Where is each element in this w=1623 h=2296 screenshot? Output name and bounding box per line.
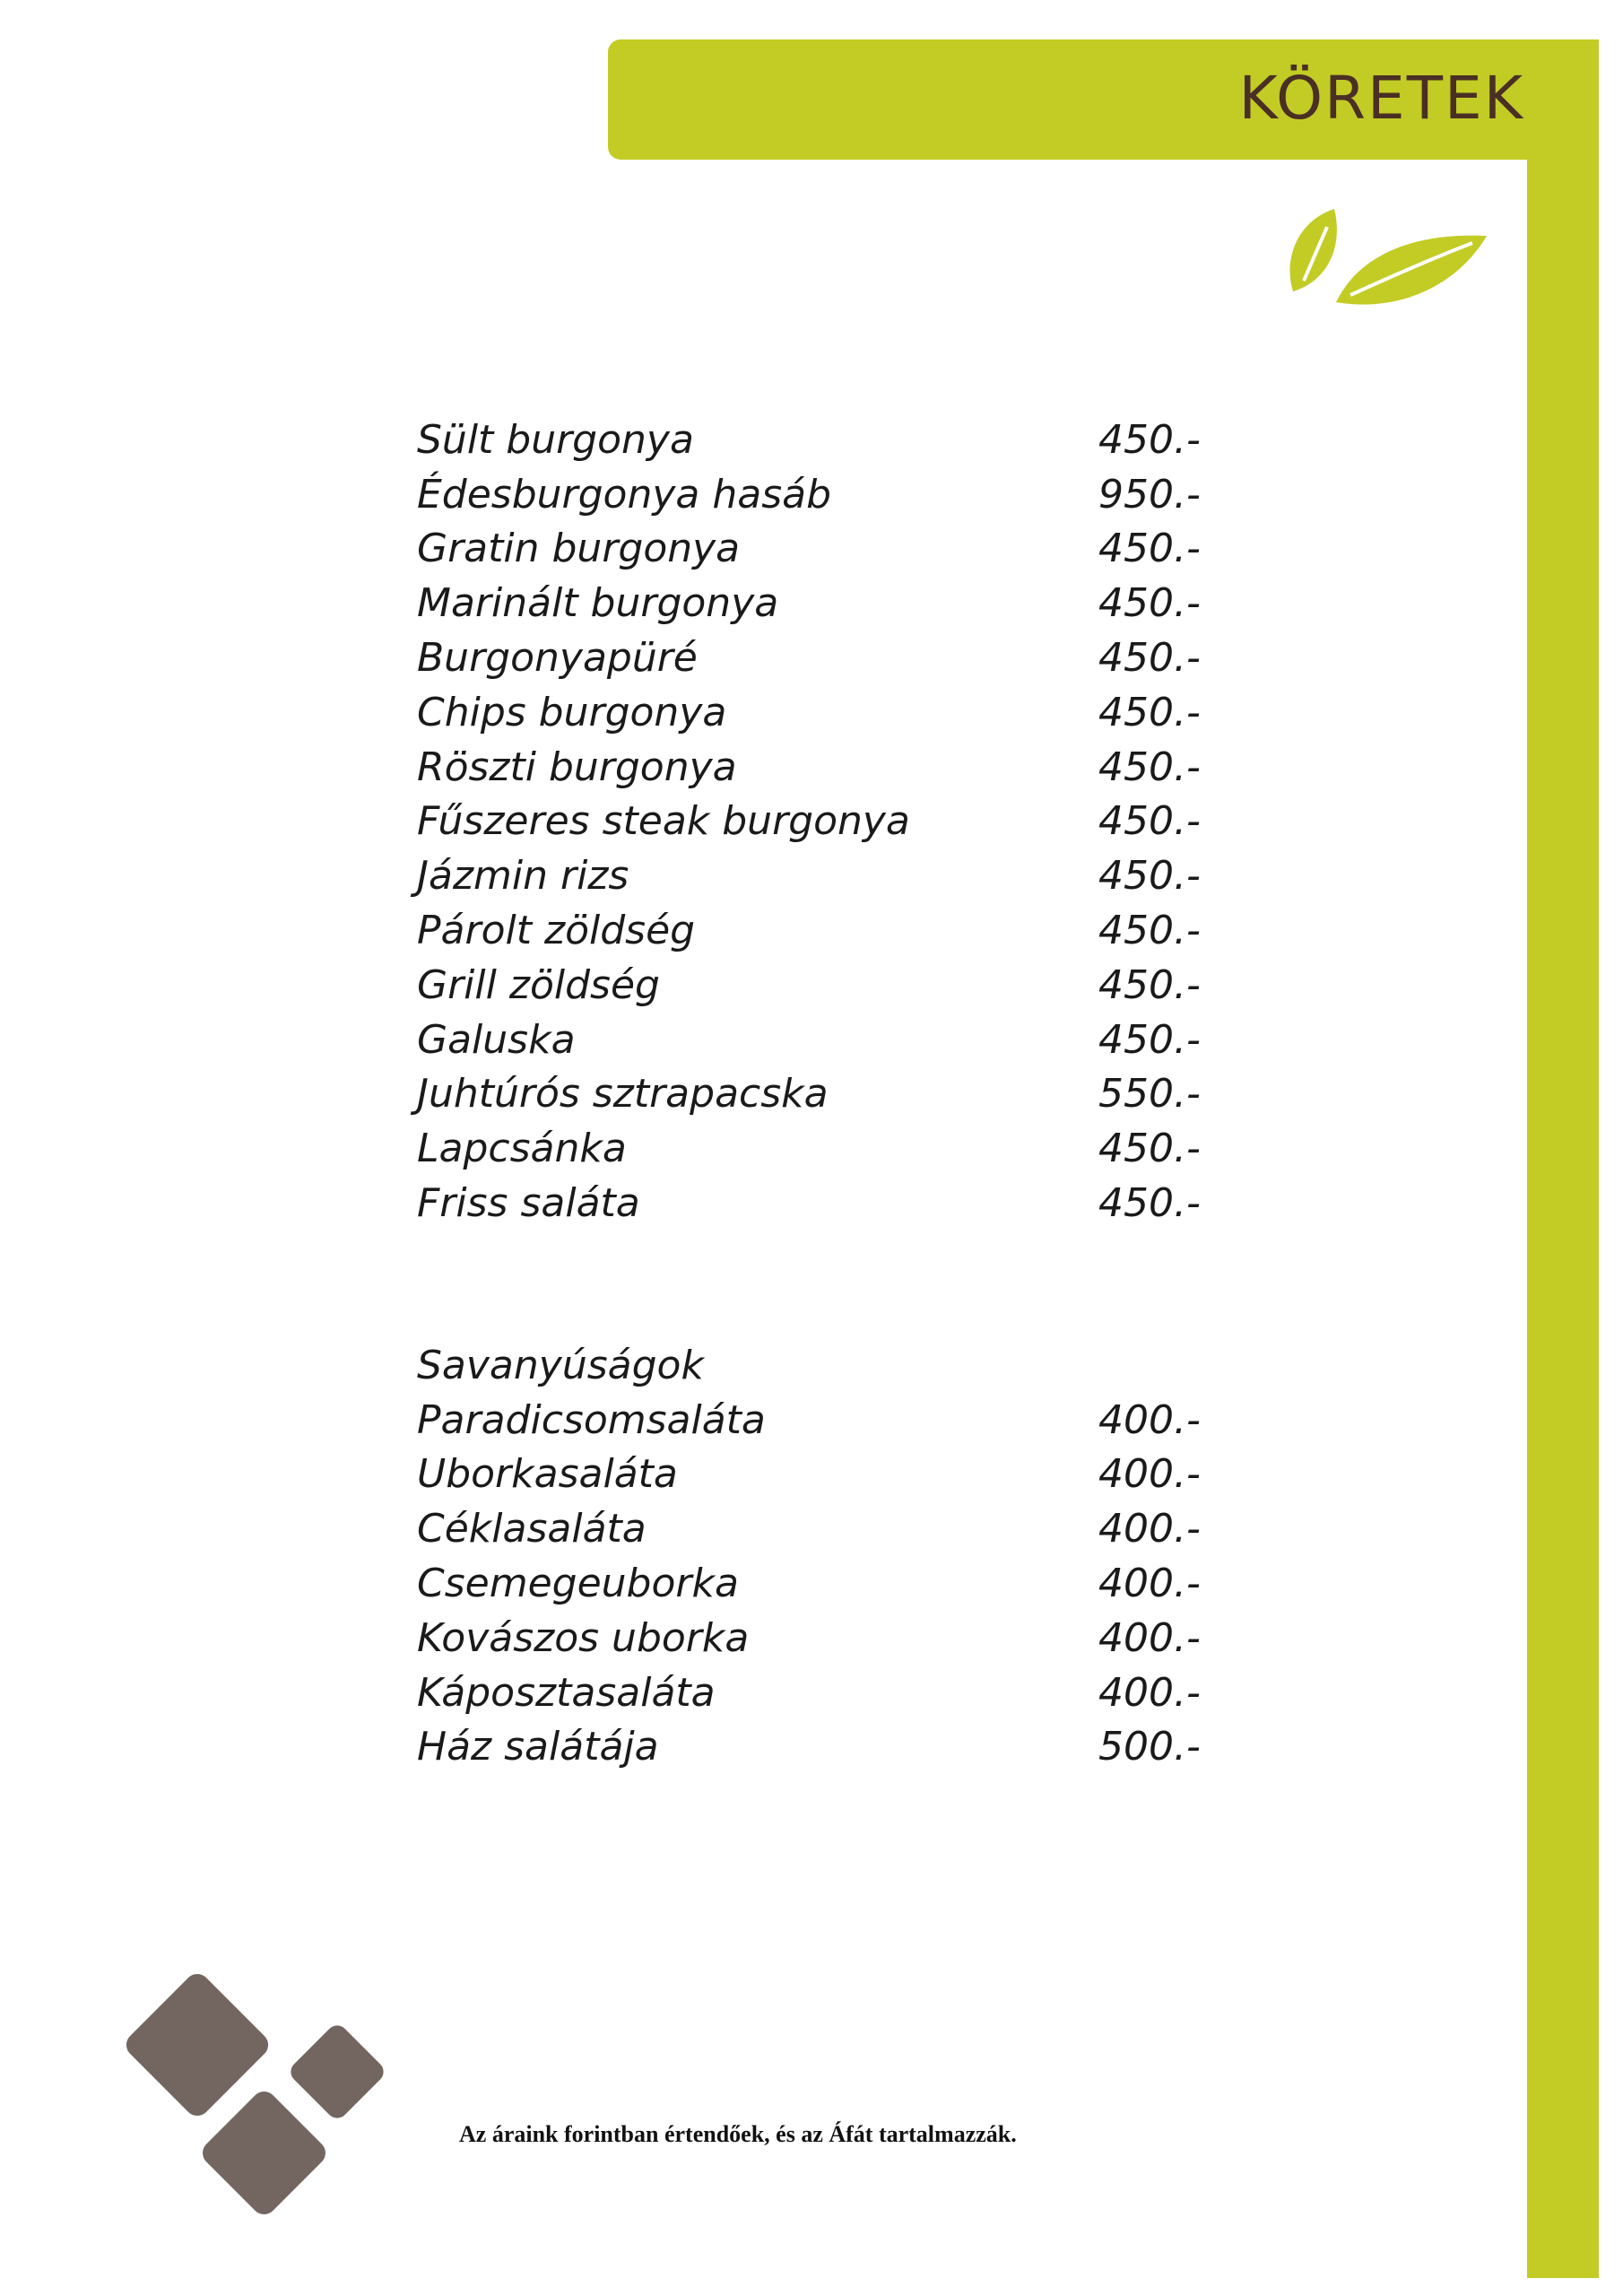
menu-row [417,1611,1224,1665]
menu-row [417,1556,1224,1611]
menu-row [417,903,1224,958]
item-name: Csemegeuborka [417,1561,739,1607]
item-name: Paradicsomsaláta [417,1396,766,1443]
item-name: Chips burgonya [417,689,727,735]
item-price: 400.- [1098,1614,1201,1661]
price-note: Az áraink forintban értendőek, és az Áfát tartalmazzák. [459,2121,1017,2147]
item-price: 400.- [1098,1506,1201,1552]
item-name: Burgonyapüré [417,635,698,682]
item-name: Céklasaláta [417,1506,647,1552]
item-name: Édesburgonya hasáb [417,471,832,517]
section-heading-label: Savanyúságok [417,1342,704,1388]
item-price: 450.- [1098,908,1201,954]
menu-row [417,1393,1224,1448]
menu-row [417,958,1224,1013]
item-price: 450.- [1098,1126,1201,1172]
item-name: Fűszeres steak burgonya [417,798,910,845]
menu-row [417,1176,1224,1231]
item-name: Juhtúrós sztrapacska [417,1071,829,1118]
item-name: Röszti burgonya [417,744,737,790]
item-name: Kovászos uborka [417,1614,750,1661]
item-price: 550.- [1098,1071,1201,1118]
menu-row [417,413,1224,467]
menu-row [417,1448,1224,1502]
item-name: Jázmin rizs [417,853,629,900]
item-price: 450.- [1098,961,1201,1008]
menu-row [417,1720,1224,1775]
side-bar [1527,39,1599,2278]
item-price: 400.- [1098,1451,1201,1498]
diamond-logo-icon [117,1946,412,2215]
menu-row [417,685,1224,740]
menu-row [417,1665,1224,1720]
section-heading [417,1338,1224,1393]
menu-row [417,848,1224,903]
menu-row [417,522,1224,577]
leaves-icon [1273,202,1488,318]
menu-row [417,1013,1224,1067]
item-name: Párolt zöldség [417,908,696,954]
item-name: Lapcsánka [417,1126,627,1172]
item-price: 400.- [1098,1669,1201,1716]
item-price: 450.- [1098,689,1201,735]
item-price: 450.- [1098,1016,1201,1063]
menu-row [417,1501,1224,1556]
item-price: 450.- [1098,1180,1201,1227]
item-name: Káposztasaláta [417,1669,716,1716]
menu-row [417,631,1224,685]
item-price: 450.- [1098,580,1201,627]
item-name: Gratin burgonya [417,526,741,572]
item-name: Uborkasaláta [417,1451,678,1498]
item-price: 450.- [1098,853,1201,900]
menu-row [417,795,1224,849]
item-name: Grill zöldség [417,961,660,1008]
item-price: 400.- [1098,1396,1201,1443]
item-price: 450.- [1098,635,1201,682]
menu [417,413,1224,1774]
item-price: 400.- [1098,1561,1201,1607]
item-name: Galuska [417,1016,576,1063]
item-price: 450.- [1098,744,1201,790]
item-name: Marinált burgonya [417,580,779,627]
item-price: 500.- [1098,1724,1201,1770]
item-name: Friss saláta [417,1180,640,1227]
item-price: 450.- [1098,798,1201,845]
menu-row [417,740,1224,795]
section-gap [417,1231,1224,1338]
item-name: Ház salátája [417,1724,659,1770]
item-price: 450.- [1098,416,1201,463]
item-price: 450.- [1098,526,1201,572]
menu-row [417,576,1224,631]
page-title: KÖRETEK [1238,64,1524,133]
menu-row [417,1067,1224,1122]
item-name: Sült burgonya [417,416,694,463]
item-price: 950.- [1098,471,1201,517]
menu-row [417,1121,1224,1176]
menu-row [417,467,1224,522]
